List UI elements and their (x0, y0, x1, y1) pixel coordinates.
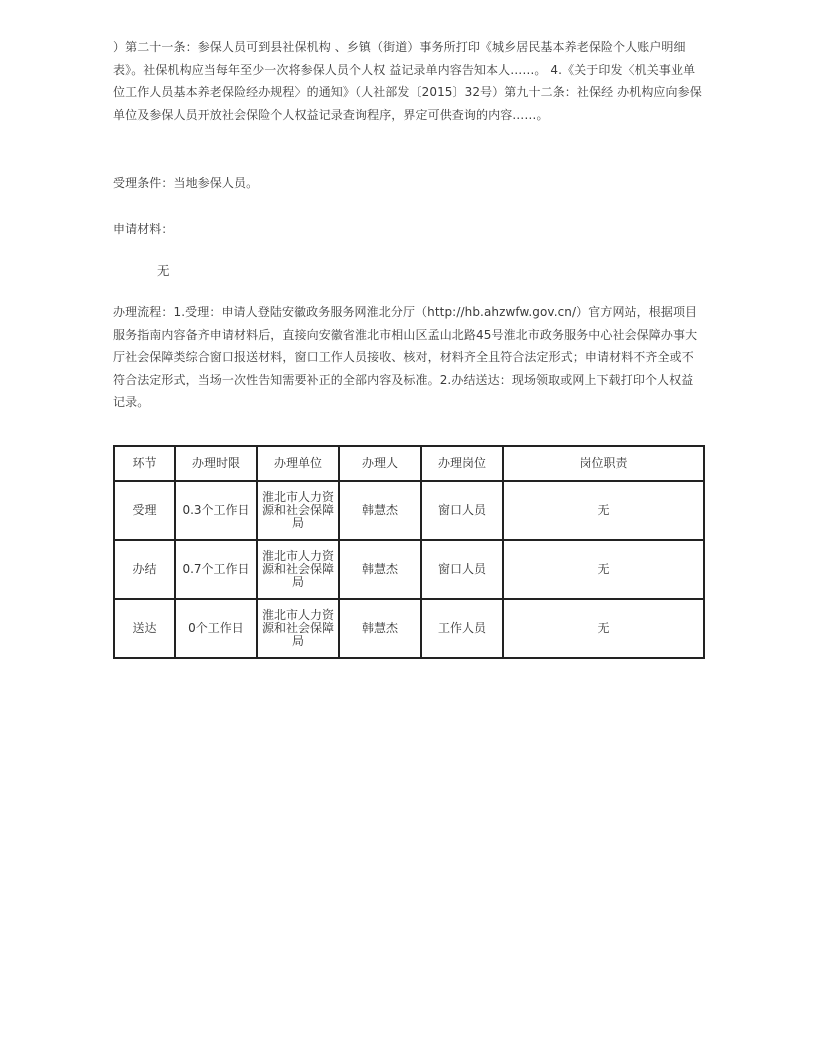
cell-post: 窗口人员 (421, 540, 503, 599)
cell-time-limit: 0.7个工作日 (175, 540, 257, 599)
cell-unit: 淮北市人力资源和社会保障局 (257, 481, 339, 540)
cell-unit: 淮北市人力资源和社会保障局 (257, 599, 339, 658)
header-post: 办理岗位 (421, 446, 503, 481)
cell-duty: 无 (503, 481, 704, 540)
header-duty: 岗位职责 (503, 446, 704, 481)
acceptance-conditions: 受理条件：当地参保人员。 (113, 176, 259, 190)
header-stage: 环节 (114, 446, 175, 481)
article-paragraph: ）第二十一条：参保人员可到县社保机构 、乡镇（街道）事务所打印《城乡居民基本养老保险个人账户明细表》。社保机构应当每年至少一次将参保人员个人权 益记录单内容告知本人……。 4.《关于印发〈机关事业单位工作人员基本养老保险经办规程〉的通知》（人社部发〔2015〕32号）第九十二条：社保经 办机构应向参保单位及参保人员开放社会保险个人权益记录查询程序，界定可供查询的内容……。 (113, 40, 702, 122)
cell-post: 窗口人员 (421, 481, 503, 540)
table-row (114, 481, 704, 540)
materials-label: 申请材料： (113, 222, 174, 236)
materials-value: 无 (157, 263, 170, 278)
cell-duty: 无 (503, 599, 704, 658)
header-handler: 办理人 (339, 446, 421, 481)
cell-handler: 韩慧杰 (339, 481, 421, 540)
cell-post: 工作人员 (421, 599, 503, 658)
cell-stage: 受理 (114, 481, 175, 540)
cell-handler: 韩慧杰 (339, 599, 421, 658)
table-row (114, 540, 704, 599)
header-unit: 办理单位 (257, 446, 339, 481)
cell-stage: 送达 (114, 599, 175, 658)
process-paragraph: 办理流程：1.受理：申请人登陆安徽政务服务网淮北分厅（http://hb.ahzwfw.gov.cn/）官方网站，根据项目服务指南内容备齐申请材料后，直接向安徽省淮北市相山区孟山北路45号淮北市政务服务中心社会保障办事大厅社会保障类综合窗口报送材料，窗口工作人员接收、核对，材料齐全且符合法定形式；申请材料不齐全或不符合法定形式，当场一次性告知需要补正的全部内容及标准。2.办结送达：现场领取或网上下载打印个人权益记录。 (113, 305, 698, 409)
process-table (113, 445, 705, 659)
table-header-row (114, 446, 704, 481)
table-row (114, 599, 704, 658)
cell-handler: 韩慧杰 (339, 540, 421, 599)
header-time-limit: 办理时限 (175, 446, 257, 481)
cell-time-limit: 0.3个工作日 (175, 481, 257, 540)
cell-duty: 无 (503, 540, 704, 599)
cell-time-limit: 0个工作日 (175, 599, 257, 658)
cell-unit: 淮北市人力资源和社会保障局 (257, 540, 339, 599)
cell-stage: 办结 (114, 540, 175, 599)
